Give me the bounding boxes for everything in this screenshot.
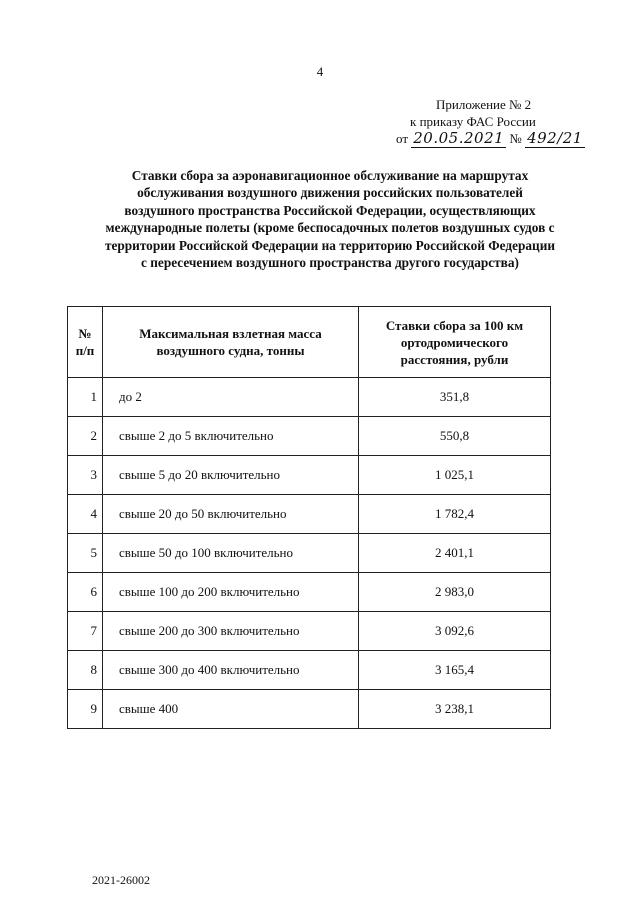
title-line: Ставки сбора за аэронавигационное обслуживание на маршрутах [131, 168, 529, 183]
appendix-date-line [396, 130, 596, 147]
row-number: 2 [68, 417, 103, 456]
row-number: 3 [68, 456, 103, 495]
table-row [68, 651, 551, 690]
header-number-line: № [78, 326, 92, 341]
row-rate: 2 983,0 [359, 573, 551, 612]
row-mass: свыше 50 до 100 включительно [103, 534, 359, 573]
row-rate: 1 025,1 [359, 456, 551, 495]
row-mass: свыше 300 до 400 включительно [103, 651, 359, 690]
header-rate [359, 307, 551, 378]
row-rate: 351,8 [359, 378, 551, 417]
row-rate: 3 165,4 [359, 651, 551, 690]
handwritten-date: 20.05.2021 [413, 129, 505, 147]
appendix-order: к приказу ФАС России [410, 114, 536, 129]
table-row [68, 495, 551, 534]
table-row [68, 456, 551, 495]
row-mass: свыше 400 [103, 690, 359, 729]
table-row [68, 417, 551, 456]
appendix-title: Приложение № 2 [436, 97, 532, 112]
header-number-line: п/п [75, 343, 95, 358]
row-rate: 550,8 [359, 417, 551, 456]
table-row [68, 690, 551, 729]
row-rate: 1 782,4 [359, 495, 551, 534]
row-number: 1 [68, 378, 103, 417]
header-rate-line: ортодромического [400, 334, 509, 350]
table-row [68, 612, 551, 651]
document-title [60, 167, 600, 271]
header-mass-line: Максимальная взлетная масса [139, 326, 322, 341]
row-mass: свыше 2 до 5 включительно [103, 417, 359, 456]
row-number: 9 [68, 690, 103, 729]
header-number [68, 307, 103, 378]
row-number: 4 [68, 495, 103, 534]
row-mass: свыше 200 до 300 включительно [103, 612, 359, 651]
title-line: воздушного пространства Российской Федерации, осуществляющих [124, 202, 536, 218]
title-line: обслуживания воздушного движения российских пользователей [137, 185, 523, 201]
row-mass: свыше 20 до 50 включительно [103, 495, 359, 534]
row-mass: свыше 5 до 20 включительно [103, 456, 359, 495]
date-prefix: от [396, 131, 409, 146]
table-row [68, 534, 551, 573]
header-rate-line: Ставки сбора за 100 км [385, 317, 524, 333]
row-number: 6 [68, 573, 103, 612]
table-header-row [68, 307, 551, 378]
header-mass [103, 307, 359, 378]
row-number: 8 [68, 651, 103, 690]
row-number: 5 [68, 534, 103, 573]
document-code: 2021-26002 [92, 873, 150, 887]
table-row [68, 378, 551, 417]
row-mass: свыше 100 до 200 включительно [103, 573, 359, 612]
rates-table [67, 306, 551, 729]
appendix-block [396, 96, 596, 147]
row-rate: 3 238,1 [359, 690, 551, 729]
header-mass-line: воздушного судна, тонны [156, 343, 305, 358]
header-rate-line: расстояния, рубли [400, 351, 509, 367]
title-line: территории Российской Федерации на территорию Российской Федерации [104, 237, 556, 253]
row-mass: до 2 [103, 378, 359, 417]
page-number: 4 [316, 64, 324, 79]
title-line: международные полеты (кроме беспосадочных полетов воздушных судов с [105, 220, 555, 236]
row-number: 7 [68, 612, 103, 651]
number-prefix: № [509, 131, 522, 146]
handwritten-number: 492/21 [527, 129, 583, 147]
title-line: с пересечением воздушного пространства другого государства) [141, 255, 519, 271]
row-rate: 3 092,6 [359, 612, 551, 651]
table-row [68, 573, 551, 612]
row-rate: 2 401,1 [359, 534, 551, 573]
